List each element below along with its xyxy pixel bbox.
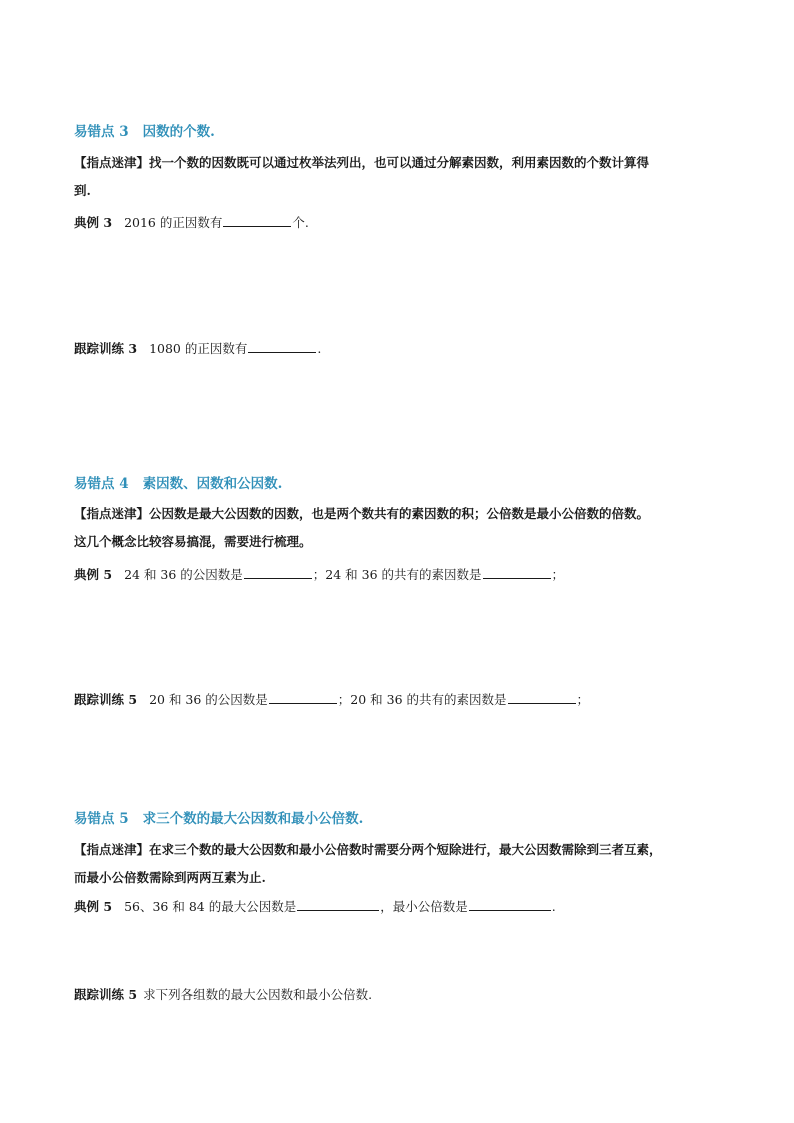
section-4-title: 素因数、因数和公因数.: [142, 476, 283, 492]
example-text-1: 24 和 36 的公因数是: [124, 567, 243, 582]
hint-text: 公因数是最大公因数的因数，也是两个数共有的素因数的积；公倍数是最小公倍数的倍数。: [149, 506, 650, 521]
section-5-heading: [74, 811, 363, 827]
example-tail: 个.: [292, 215, 309, 230]
hint-label: 【指点迷津】: [74, 842, 150, 857]
hint-text: 这几个概念比较容易搞混，需要进行梳理。: [74, 534, 312, 549]
hint-text: 在求三个数的最大公因数和最小公倍数时需要分两个短除进行，最大公因数需除到三者互素，: [149, 842, 662, 857]
example-3: [74, 215, 309, 231]
answer-blank[interactable]: [248, 341, 316, 353]
section-4-heading: [74, 476, 282, 492]
training-label: 跟踪训练 5: [74, 987, 138, 1002]
answer-blank[interactable]: [244, 567, 312, 579]
example-text-2: ；24 和 36 的共有的素因数是: [312, 567, 482, 582]
training-tail: ；: [576, 692, 590, 707]
training-5b: [74, 987, 372, 1003]
section-5-title: 求三个数的最大公因数和最小公倍数.: [142, 811, 364, 827]
section-3-title: 因数的个数.: [142, 124, 215, 140]
training-text: 求下列各组数的最大公因数和最小公倍数.: [143, 987, 373, 1002]
example-label: 典例 5: [74, 899, 113, 914]
example-5b: [74, 899, 556, 915]
training-tail: .: [317, 341, 322, 356]
answer-blank[interactable]: [469, 899, 551, 911]
section-4-number: 易错点 4: [74, 476, 129, 492]
example-tail: .: [551, 899, 556, 914]
example-tail: ；: [551, 567, 565, 582]
example-text-1: 56、36 和 84 的最大公因数是: [124, 899, 297, 914]
section-5-hint: [74, 842, 662, 858]
section-5-hint-cont: [74, 870, 266, 886]
training-label: 跟踪训练 5: [74, 692, 138, 707]
section-3-heading: [74, 124, 215, 140]
hint-label: 【指点迷津】: [74, 506, 150, 521]
training-text-2: ；20 和 36 的共有的素因数是: [337, 692, 507, 707]
training-5a: [74, 692, 589, 708]
training-text-1: 20 和 36 的公因数是: [149, 692, 268, 707]
training-text: 1080 的正因数有: [149, 341, 248, 356]
section-3-hint-cont: [74, 183, 91, 199]
hint-label: 【指点迷津】: [74, 155, 150, 170]
example-text: 2016 的正因数有: [124, 215, 223, 230]
answer-blank[interactable]: [508, 692, 576, 704]
answer-blank[interactable]: [223, 215, 291, 227]
training-3: [74, 341, 321, 357]
section-3-number: 易错点 3: [74, 124, 129, 140]
answer-blank[interactable]: [483, 567, 551, 579]
example-label: 典例 3: [74, 215, 113, 230]
answer-blank[interactable]: [297, 899, 379, 911]
training-label: 跟踪训练 3: [74, 341, 138, 356]
example-text-2: ，最小公倍数是: [380, 899, 468, 914]
hint-text: 而最小公倍数需除到两两互素为止.: [74, 870, 266, 885]
hint-text: 找一个数的因数既可以通过枚举法列出，也可以通过分解素因数，利用素因数的个数计算得: [149, 155, 650, 170]
section-4-hint-cont: [74, 534, 312, 550]
example-5a: [74, 567, 564, 583]
hint-text: 到.: [74, 183, 91, 198]
answer-blank[interactable]: [269, 692, 337, 704]
example-label: 典例 5: [74, 567, 113, 582]
section-3-hint: [74, 155, 649, 171]
section-4-hint: [74, 506, 649, 522]
section-5-number: 易错点 5: [74, 811, 129, 827]
